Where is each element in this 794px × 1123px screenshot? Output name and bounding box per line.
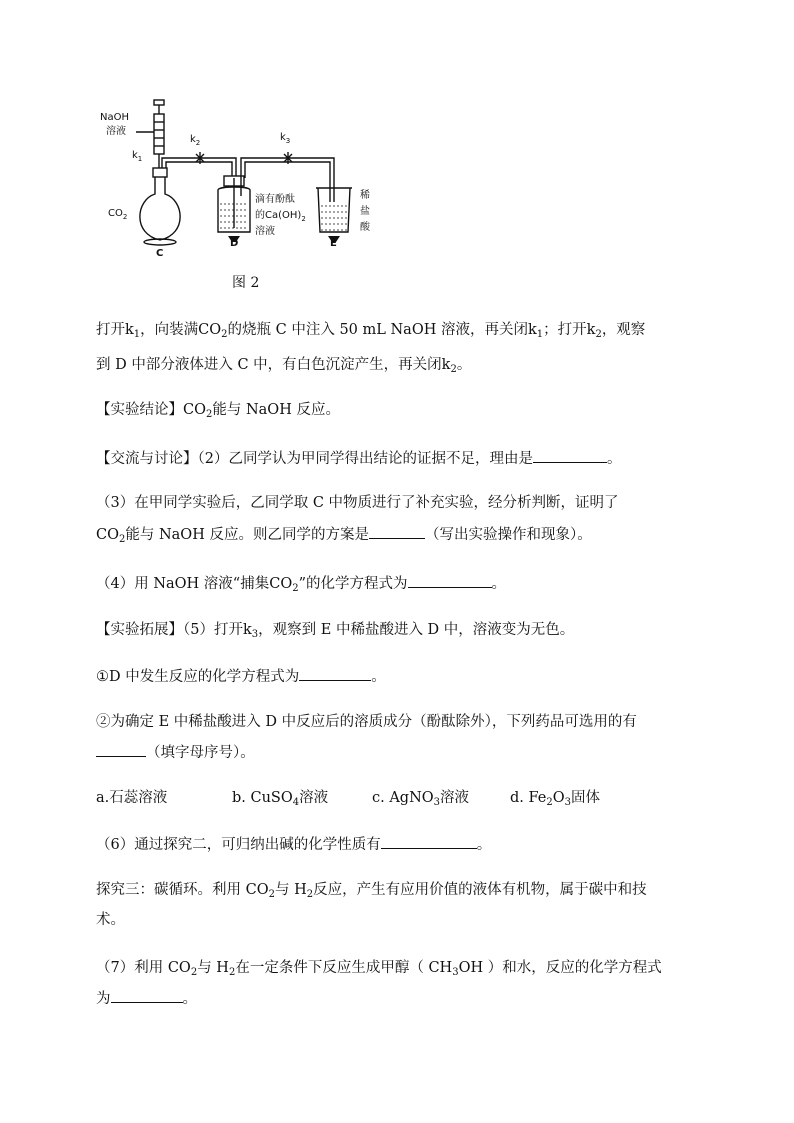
apparatus-figure: [96, 92, 396, 262]
answer-blank-6[interactable]: [381, 834, 477, 849]
question-7-line-2: 为 。: [96, 988, 197, 1009]
label-e-desc-1: 稀: [360, 190, 370, 201]
question-3-line-2: $CO_2$能与 NaOH 反应。则乙同学的方案是 （写出实验操作和现象）。: [96, 524, 592, 545]
flask-c: [140, 177, 180, 240]
answer-blank-5-1[interactable]: [299, 666, 371, 681]
label-co2: $CO_2$: [108, 208, 128, 221]
question-4: （4）用 NaOH 溶液“捕集$CO_2$”的化学方程式为 。: [96, 573, 506, 594]
options-row: [96, 788, 600, 808]
flask-c-stopper: [153, 168, 167, 177]
syringe-barrel: [154, 114, 164, 154]
label-d-desc-3: 溶液: [255, 226, 275, 237]
question-2: 【交流与讨论】（2）乙同学认为甲同学得出结论的证据不足，理由是 。: [96, 448, 621, 469]
label-d-desc-2: 的$Ca(OH)_2$: [255, 210, 306, 223]
question-5-2-line-2: （填字母序号）。: [96, 742, 255, 763]
question-3-line-1: （3）在甲同学实验后，乙同学取 C 中物质进行了补充实验，经分析判断，证明了: [96, 495, 619, 511]
option-c: c. AgNO$_3$溶液: [372, 790, 470, 808]
answer-blank-7[interactable]: [111, 988, 183, 1003]
experiment-conclusion: 【实验结论】$CO_2$能与 NaOH 反应。: [96, 402, 340, 420]
text-line-1: 打开$k_1$，向装满$CO_2$的烧瓶 C 中注入 50 mL NaOH 溶液，再关闭$k_1$；打开$k_2$，观察: [96, 322, 646, 340]
question-5-1: ①D 中发生反应的化学方程式为 。: [96, 666, 386, 687]
label-e-desc-3: 酸: [360, 222, 370, 233]
question-5-2-line-1: ②为确定 E 中稀盐酸进入 D 中反应后的溶质成分（酚酞除外），下列药品可选用的有: [96, 714, 637, 730]
label-d: D: [230, 238, 239, 249]
option-b: b. CuSO$_4$溶液: [232, 790, 329, 808]
label-e-desc-2: 盐: [360, 206, 370, 217]
label-naoh-solution: 溶液: [106, 126, 126, 137]
syringe-plunger-top: [154, 100, 164, 105]
exploration-3-line-1: 探究三：碳循环。利用 $CO_2$与 $H_2$反应，产生有应用价值的液体有机物，属于碳中和技: [96, 882, 647, 900]
answer-blank-4[interactable]: [408, 573, 492, 588]
label-k1: $k_1$: [132, 150, 143, 163]
label-d-desc-1: 滴有酚酞: [255, 194, 295, 205]
label-k3: $k_3$: [280, 132, 291, 145]
question-6: （6）通过探究二，可归纳出碱的化学性质有 。: [96, 834, 491, 855]
label-c: C: [156, 248, 164, 259]
label-k2: $k_2$: [190, 134, 201, 147]
exploration-3-line-2: 术。: [96, 912, 125, 928]
apparatus-diagram: [96, 92, 396, 262]
answer-blank-3[interactable]: [369, 524, 425, 539]
answer-blank-5-2[interactable]: [96, 742, 146, 757]
option-a: a.石蕊溶液: [96, 790, 168, 806]
label-naoh: NaOH: [100, 112, 129, 123]
answer-blank-2[interactable]: [533, 448, 607, 463]
figure-caption: 图 2: [232, 275, 260, 291]
option-d: d. $Fe_2O_3$固体: [510, 790, 600, 808]
label-e: E: [330, 238, 337, 249]
question-7-line-1: （7）利用 $CO_2$与 $H_2$在一定条件下反应生成甲醇（ $CH_3OH$ ）和水，反应的化学方程式: [96, 960, 662, 978]
question-5: 【实验拓展】（5）打开$k_3$，观察到 E 中稀盐酸进入 D 中，溶液变为无色。: [96, 622, 575, 640]
text-line-2: 到 D 中部分液体进入 C 中，有白色沉淀产生，再关闭$k_2$。: [96, 357, 472, 375]
